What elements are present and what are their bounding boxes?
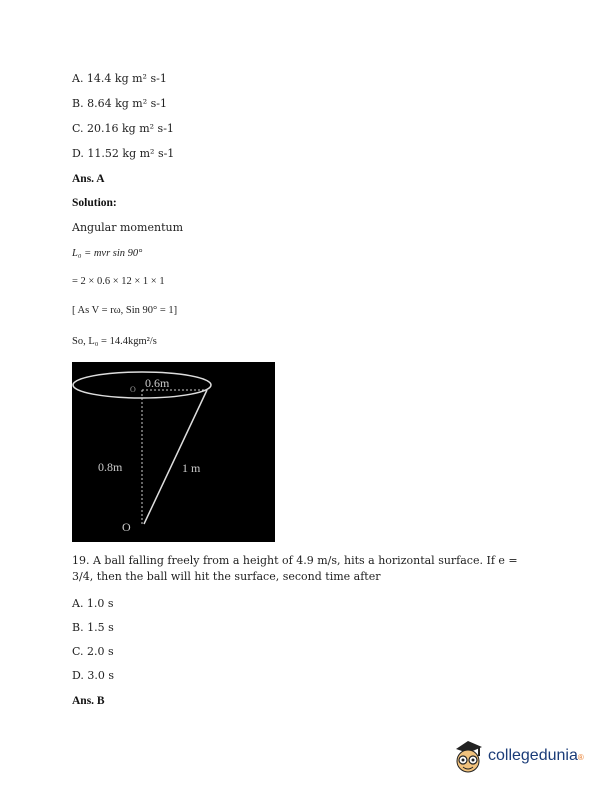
label-slant: 1 m [182,461,201,475]
option-b-prev: B. 8.64 kg m² s-1 [72,97,167,110]
collegedunia-logo [452,735,592,779]
cone-diagram-svg [72,362,275,542]
solution-line-1: Angular momentum [72,221,183,234]
option-a-prev: A. 14.4 kg m² s-1 [72,72,167,85]
label-height: 0.8m [98,460,123,474]
cone-diagram [72,362,275,542]
label-center: O [122,520,131,534]
answer-prev: Ans. A [72,173,105,185]
slant-line [144,390,207,524]
left-edge [77,390,144,524]
option-c-prev: C. 20.16 kg m² s-1 [72,122,174,135]
mascot-icon [452,737,486,777]
option-a: A. 1.0 s [72,597,114,610]
question-19: 19. A ball falling freely from a height of 4.9 m/s, hits a horizontal surface. If e = 3/4, then the ball will hit the surface, second time after [72,554,518,583]
solution-line-2: L₀ = mvr sin 90° [72,248,143,259]
logo-text: collegedunia® [488,747,584,764]
solution-heading: Solution: [72,197,117,209]
label-radius: 0.6m [145,376,170,390]
solution-line-4: [ As V = rω, Sin 90° = 1] [72,305,178,316]
option-b: B. 1.5 s [72,621,114,634]
solution-line-5: So, L₀ = 14.4kgm²/s [72,336,157,347]
solution-line-3: = 2 × 0.6 × 12 × 1 × 1 [72,276,165,287]
answer: Ans. B [72,695,105,707]
label-top-center: O [130,385,136,394]
option-d-prev: D. 11.52 kg m² s-1 [72,147,175,160]
option-d: D. 3.0 s [72,669,115,682]
option-c: C. 2.0 s [72,645,114,658]
